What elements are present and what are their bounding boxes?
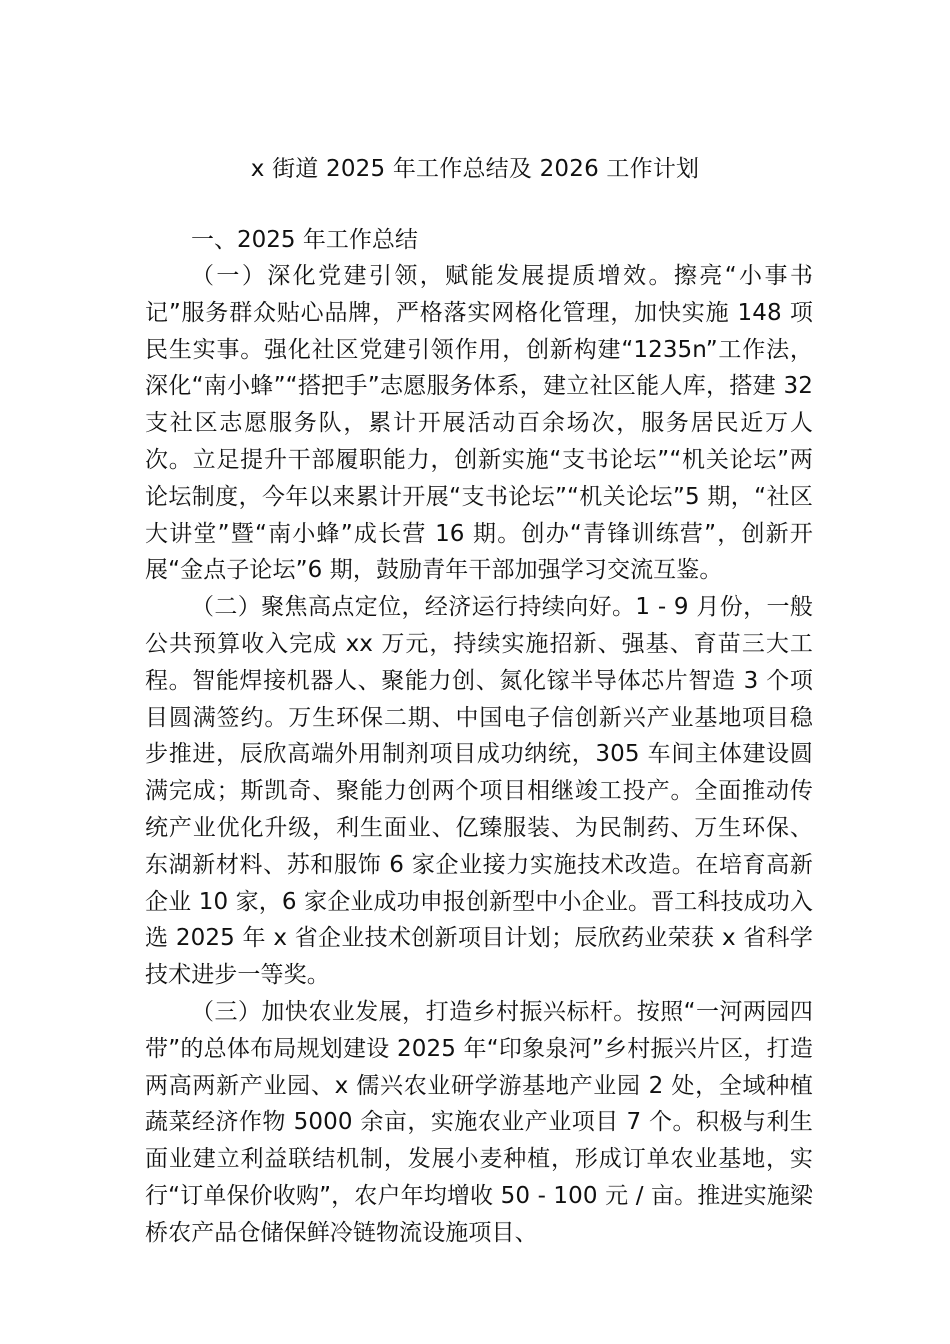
section-heading: 一、2025 年工作总结 xyxy=(191,227,418,253)
paragraph-agriculture: （三）加快农业发展，打造乡村振兴标杆。按照“一河两园四带”的总体布局规划建设 2025 年“印象泉河”乡村振兴片区，打造两高两新产业园、x 儒兴农业研学游基地产业园 2 处，全域种植蔬菜经济作物 5000 余亩，实施农业产业项目 7 个。积极与利生面业建立利益联结机制，发展小麦种植，形成订单农业基地，实行“订单保价收购”，农户年均增收 50 - 100 元 / 亩。推进实施梁桥农产品仓储保鲜冷链物流设施项目、 xyxy=(145,998,813,1246)
paragraph-economy: （二）聚焦高点定位，经济运行持续向好。1 - 9 月份，一般公共预算收入完成 xx 万元，持续实施招新、强基、育苗三大工程。智能焊接机器人、聚能力创、氮化镓半导体芯片智造 3 个项目圆满签约。万生环保二期、中国电子信创新兴产业基地项目稳步推进，辰欣高端外用制剂项目成功纳统，305 车间主体建设圆满完成；斯凯奇、聚能力创两个项目相继竣工投产。全面推动传统产业优化升级，利生面业、亿臻服装、为民制药、万生环保、东湖新材料、苏和服饰 6 家企业接力实施技术改造。在培育高新企业 10 家，6 家企业成功申报创新型中小企业。晋工科技成功入选 2025 年 x 省企业技术创新项目计划；辰欣药业荣获 x 省科学技术进步一等奖。 xyxy=(145,594,813,989)
document-body xyxy=(145,222,813,1252)
paragraph-party-building: （一）深化党建引领，赋能发展提质增效。擦亮“小事书记”服务群众贴心品牌，严格落实网格化管理，加快实施 148 项民生实事。强化社区党建引领作用，创新构建“1235n”工作法，深化“南小蜂”“搭把手”志愿服务体系，建立社区能人库，搭建 32 支社区志愿服务队，累计开展活动百余场次，服务居民近万人次。立足提升干部履职能力，创新实施“支书论坛”“机关论坛”两论坛制度，今年以来累计开展“支书论坛”“机关论坛”5 期，“社区大讲堂”暨“南小蜂”成长营 16 期。创办“青锋训练营”，创新开展“金点子论坛”6 期，鼓励青年干部加强学习交流互鉴。 xyxy=(145,263,813,584)
document-title: x 街道 2025 年工作总结及 2026 工作计划 xyxy=(250,156,700,182)
